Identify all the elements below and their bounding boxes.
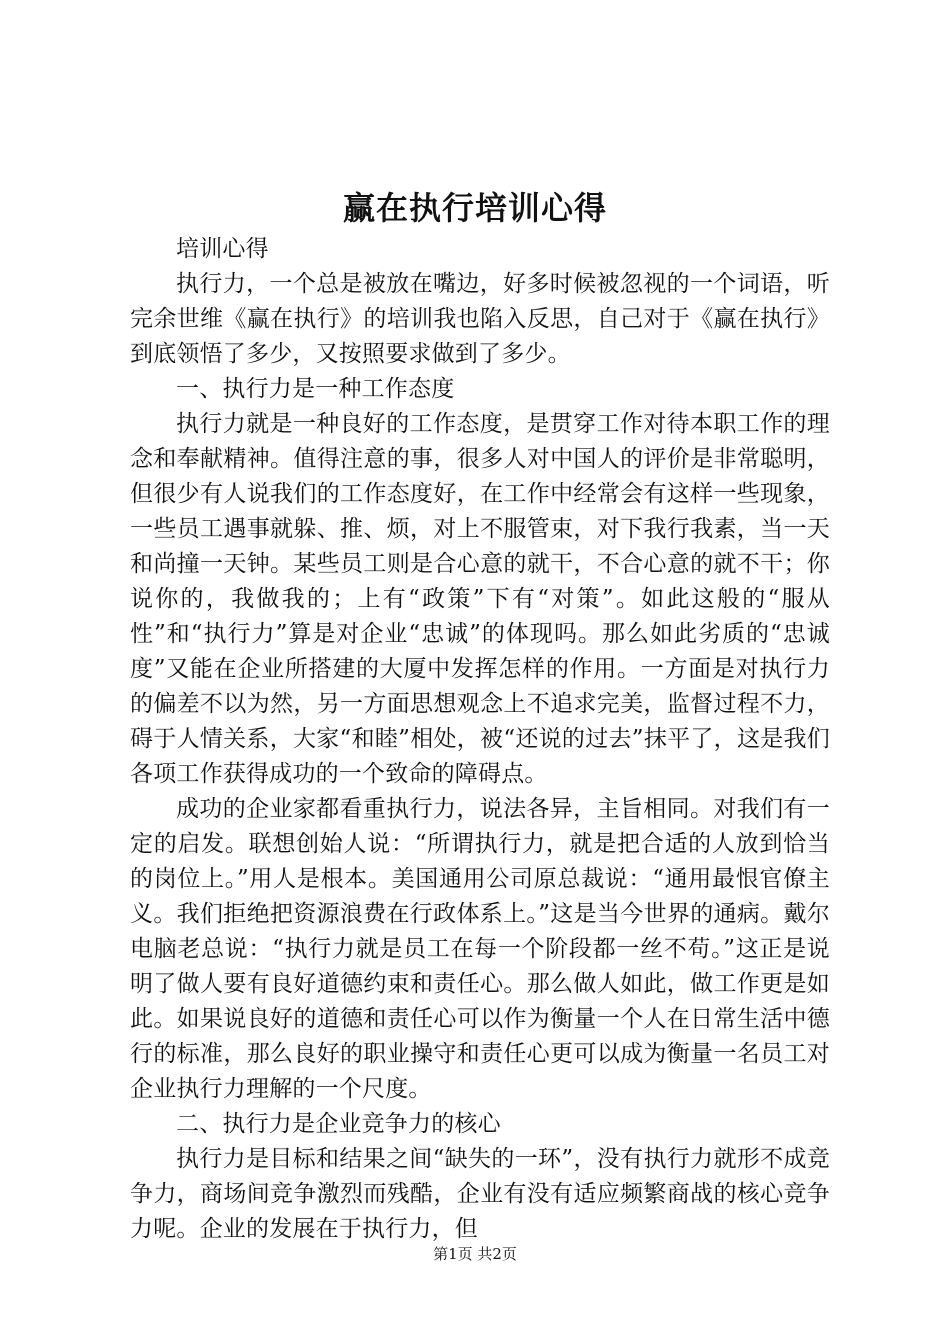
paragraph-section1-a: 执行力就是一种良好的工作态度，是贯穿工作对待本职工作的理念和奉献精神。值得注意的事，很多人对中国人的评价是非常聪明，但很少有人说我们的工作态度好，在工作中经常会有这样一些现象，一些员工遇事就躲、推、烦，对上不服管束，对下我行我素，当一天和尚撞一天钟。某些员工则是合心意的就干，不合心意的就不干；你说你的，我做我的；上有“政策”下有“对策”。如此这般的“服从性”和“执行力”算是对企业“忠诚”的体现吗。那么如此劣质的“忠诚度”又能在企业所搭建的大厦中发挥怎样的作用。一方面是对执行力的偏差不以为然，另一方面思想观念上不追求完美，监督过程不力，碍于人情关系，大家“和睦”相处，被“还说的过去”抹平了，这是我们各项工作获得成功的一个致命的障碍点。 (130, 411, 830, 787)
paragraph-intro: 执行力，一个总是被放在嘴边，好多时候被忽视的一个词语，听完余世维《赢在执行》的培训我也陷入反思，自己对于《赢在执行》到底领悟了多少，又按照要求做到了多少。 (130, 271, 830, 367)
document-title: 赢在执行培训心得 (342, 189, 607, 227)
page-footer: 第1页 共2页 (433, 1245, 517, 1263)
paragraph-section2-a: 执行力是目标和结果之间“缺失的一环”，没有执行力就形不成竞争力，商场间竞争激烈而残酷，企业有没有适应频繁商战的核心竞争力呢。企业的发展在于执行力，但 (130, 1146, 830, 1242)
document-body (130, 232, 830, 1247)
paragraph-subtitle: 培训心得 (176, 236, 269, 262)
section-heading-2: 二、执行力是企业竞争力的核心 (176, 1111, 501, 1137)
section-heading-1: 一、执行力是一种工作态度 (176, 376, 455, 402)
paragraph-section1-b: 成功的企业家都看重执行力，说法各异，主旨相同。对我们有一定的启发。联想创始人说：“所谓执行力，就是把合适的人放到恰当的岗位上。”用人是根本。美国通用公司原总裁说：“通用最恨官僚主义。我们拒绝把资源浪费在行政体系上。”这是当今世界的通病。戴尔电脑老总说：“执行力就是员工在每一个阶段都一丝不苟。”这正是说明了做人要有良好道德约束和责任心。那么做人如此，做工作更是如此。如果说良好的道德和责任心可以作为衡量一个人在日常生活中德行的标准，那么良好的职业操守和责任心更可以成为衡量一名员工对企业执行力理解的一个尺度。 (130, 796, 830, 1102)
